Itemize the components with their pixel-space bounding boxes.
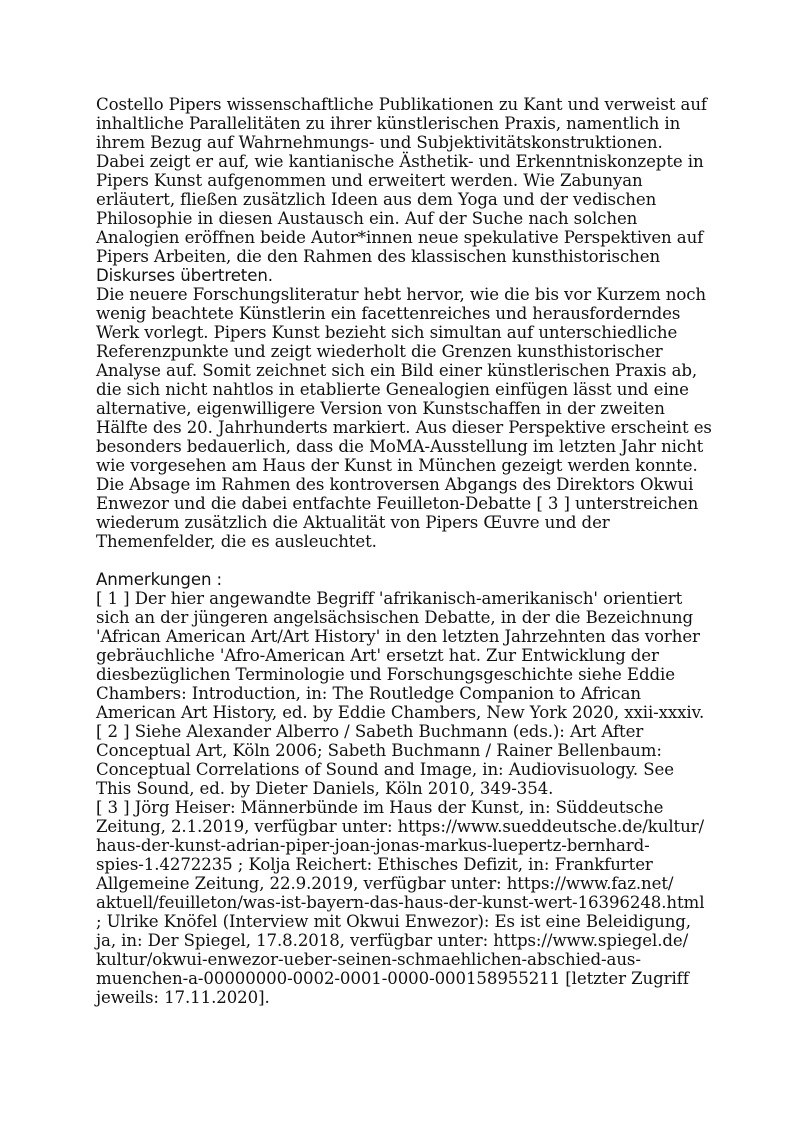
text-line: Werk vorlegt. Pipers Kunst bezieht sich simultan auf unterschiedliche	[96, 323, 678, 342]
text-line: Philosophie in diesen Austausch ein. Auf der Suche nach solchen	[96, 209, 638, 228]
note-line: muenchen-a-00000000-0002-0001-0000-000158955211 [letzter Zugriff	[96, 969, 689, 988]
text-line: besonders bedauerlich, dass die MoMA-Ausstellung im letzten Jahr nicht	[96, 437, 704, 456]
body-paragraph-1	[96, 95, 706, 285]
text-line: inhaltliche Parallelitäten zu ihrer künstlerischen Praxis, namentlich in	[96, 114, 681, 133]
text-line: Analogien eröffnen beide Autor*innen neue spekulative Perspektiven auf	[96, 228, 704, 247]
note-line: Conceptual Correlations of Sound and Image, in: Audiovisuology. See	[96, 760, 674, 779]
text-line: Dabei zeigt er auf, wie kantianische Ästhetik- und Erkenntniskonzepte in	[96, 152, 704, 171]
text-line: wenig beachtete Künstlerin ein facettenreiches und herausforderndes	[96, 304, 681, 323]
note-line: ja, in: Der Spiegel, 17.8.2018, verfügbar unter: https://www.spiegel.de/	[96, 931, 689, 950]
note-line: haus-der-kunst-adrian-piper-joan-jonas-markus-luepertz-bernhard-	[96, 836, 650, 855]
note-line: sich an der jüngeren angelsächsischen Debatte, in der die Bezeichnung	[96, 608, 694, 627]
note-line: Allgemeine Zeitung, 22.9.2019, verfügbar unter: https://www.faz.net/	[96, 874, 674, 893]
text-line: wie vorgesehen am Haus der Kunst in München gezeigt werden konnte.	[96, 456, 698, 475]
note-line: gebräuchliche 'Afro-American Art' ersetzt hat. Zur Entwicklung der	[96, 646, 659, 665]
document-page	[96, 95, 712, 1007]
text-line: wiederum zusätzlich die Aktualität von Pipers Œuvre und der	[96, 513, 610, 532]
text-line: Enwezor und die dabei entfachte Feuilleton-Debatte [ 3 ] unterstreichen	[96, 494, 699, 513]
text-line: Themenfelder, die es ausleuchtet.	[96, 532, 377, 551]
note-line: jeweils: 17.11.2020].	[96, 988, 270, 1007]
note-line: [ 2 ] Siehe Alexander Alberro / Sabeth Buchmann (eds.): Art After	[96, 722, 644, 741]
text-line: ihrem Bezug auf Wahrnehmungs- und Subjektivitätskonstruktionen.	[96, 133, 663, 152]
text-line: Diskurses übertreten.	[96, 266, 273, 285]
note-line: spies-1.4272235 ; Kolja Reichert: Ethisches Defizit, in: Frankfurter	[96, 855, 653, 874]
text-line: Costello Pipers wissenschaftliche Publikationen zu Kant und verweist auf	[96, 95, 707, 114]
notes-list	[96, 589, 706, 1007]
text-line: die sich nicht nahtlos in etablierte Genealogien einfügen lässt und eine	[96, 380, 689, 399]
note-line: [ 1 ] Der hier angewandte Begriff 'afrikanisch-amerikanisch' orientiert	[96, 589, 683, 608]
note-line: 'African American Art/Art History' in den letzten Jahrzehnten das vorher	[96, 627, 700, 646]
note-line: diesbezüglichen Terminologie und Forschungsgeschichte siehe Eddie	[96, 665, 675, 684]
note-line: American Art History, ed. by Eddie Chambers, New York 2020, xxii-xxxiv.	[96, 703, 705, 722]
text-line: alternative, eigenwilligere Version von Kunstschaffen in der zweiten	[96, 399, 665, 418]
note-line: Chambers: Introduction, in: The Routledge Companion to African	[96, 684, 641, 703]
text-line: Pipers Arbeiten, die den Rahmen des klassischen kunsthistorischen	[96, 247, 661, 266]
note-line: kultur/okwui-enwezor-ueber-seinen-schmaehlichen-abschied-aus-	[96, 950, 641, 969]
notes-heading: Anmerkungen :	[96, 570, 223, 589]
note-line: This Sound, ed. by Dieter Daniels, Köln 2010, 349-354.	[96, 779, 554, 798]
text-line: Die neuere Forschungsliteratur hebt hervor, wie die bis vor Kurzem noch	[96, 285, 707, 304]
text-line: Pipers Kunst aufgenommen und erweitert werden. Wie Zabunyan	[96, 171, 643, 190]
text-line: erläutert, fließen zusätzlich Ideen aus dem Yoga und der vedischen	[96, 190, 657, 209]
note-line: aktuell/feuilleton/was-ist-bayern-das-haus-der-kunst-wert-16396248.html	[96, 893, 705, 912]
text-line: Referenzpunkte und zeigt wiederholt die Grenzen kunsthistorischer	[96, 342, 663, 361]
note-line: Conceptual Art, Köln 2006; Sabeth Buchmann / Rainer Bellenbaum:	[96, 741, 662, 760]
note-line: ; Ulrike Knöfel (Interview mit Okwui Enwezor): Es ist eine Beleidigung,	[96, 912, 691, 931]
note-line: [ 3 ] Jörg Heiser: Männerbünde im Haus der Kunst, in: Süddeutsche	[96, 798, 664, 817]
note-line: Zeitung, 2.1.2019, verfügbar unter: https://www.sueddeutsche.de/kultur/	[96, 817, 705, 836]
body-paragraph-2	[96, 285, 712, 551]
text-line: Hälfte des 20. Jahrhunderts markiert. Aus dieser Perspektive erscheint es	[96, 418, 712, 437]
paragraph-spacer	[96, 551, 706, 570]
text-line: Analyse auf. Somit zeichnet sich ein Bild einer künstlerischen Praxis ab,	[96, 361, 698, 380]
text-line: Die Absage im Rahmen des kontroversen Abgangs des Direktors Okwui	[96, 475, 694, 494]
